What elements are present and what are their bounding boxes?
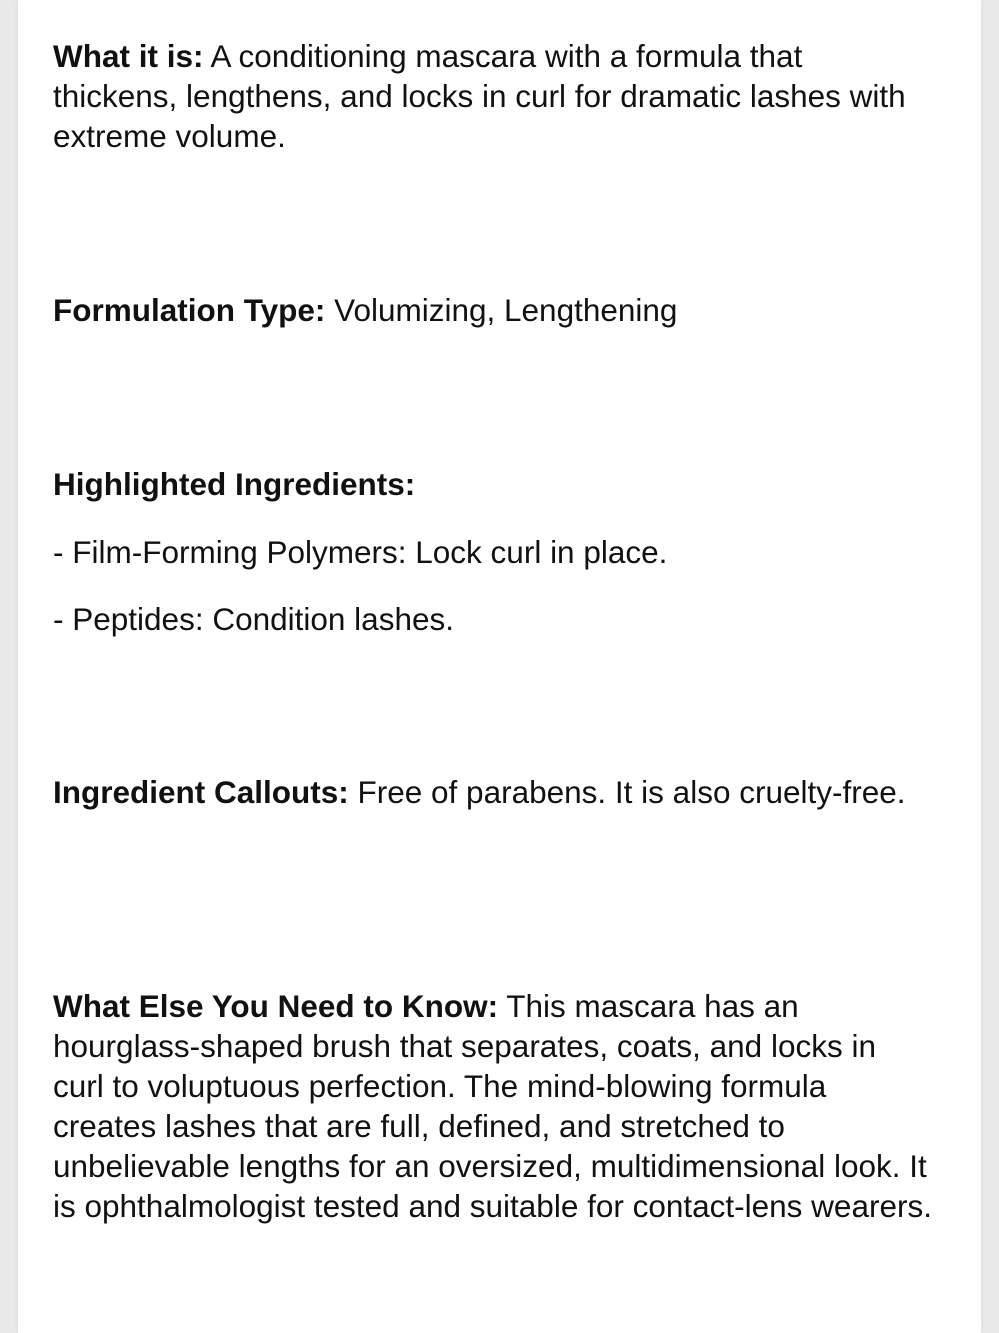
ingredient-item-text: - Film-Forming Polymers: Lock curl in place. [53,534,668,570]
what-it-is-text: A conditioning mascara with a formula that thickens, lengthens, and locks in curl for dramatic lashes with extreme volume. [53,38,906,154]
formulation-type-label: Formulation Type: [53,292,326,328]
ingredient-list-item [53,599,933,639]
ingredient-item-text: - Peptides: Condition lashes. [53,601,454,637]
ingredient-callouts-label: Ingredient Callouts: [53,774,349,810]
product-details-page [18,0,981,1333]
ingredient-callouts-text: Free of parabens. It is also cruelty-free. [348,774,906,810]
what-it-is-label: What it is: [53,38,204,74]
ingredient-callouts-section [53,772,933,812]
what-else-section [53,986,933,1226]
highlighted-ingredients-heading [53,464,933,504]
highlighted-ingredients-label: Highlighted Ingredients: [53,466,416,502]
what-else-label: What Else You Need to Know: [53,988,499,1024]
ingredient-list-item [53,532,933,572]
formulation-type-text: Volumizing, Lengthening [325,292,678,328]
what-else-text: This mascara has an hourglass-shaped brush that separates, coats, and locks in curl to voluptuous perfection. The mind-blowing formula creates lashes that are full, defined, and stretched to unbelievable lengths for an oversized, multidimensional look. It is ophthalmologist tested and suitable for contact-lens wearers. [53,988,932,1224]
what-it-is-section [53,36,933,156]
formulation-type-section [53,290,933,330]
